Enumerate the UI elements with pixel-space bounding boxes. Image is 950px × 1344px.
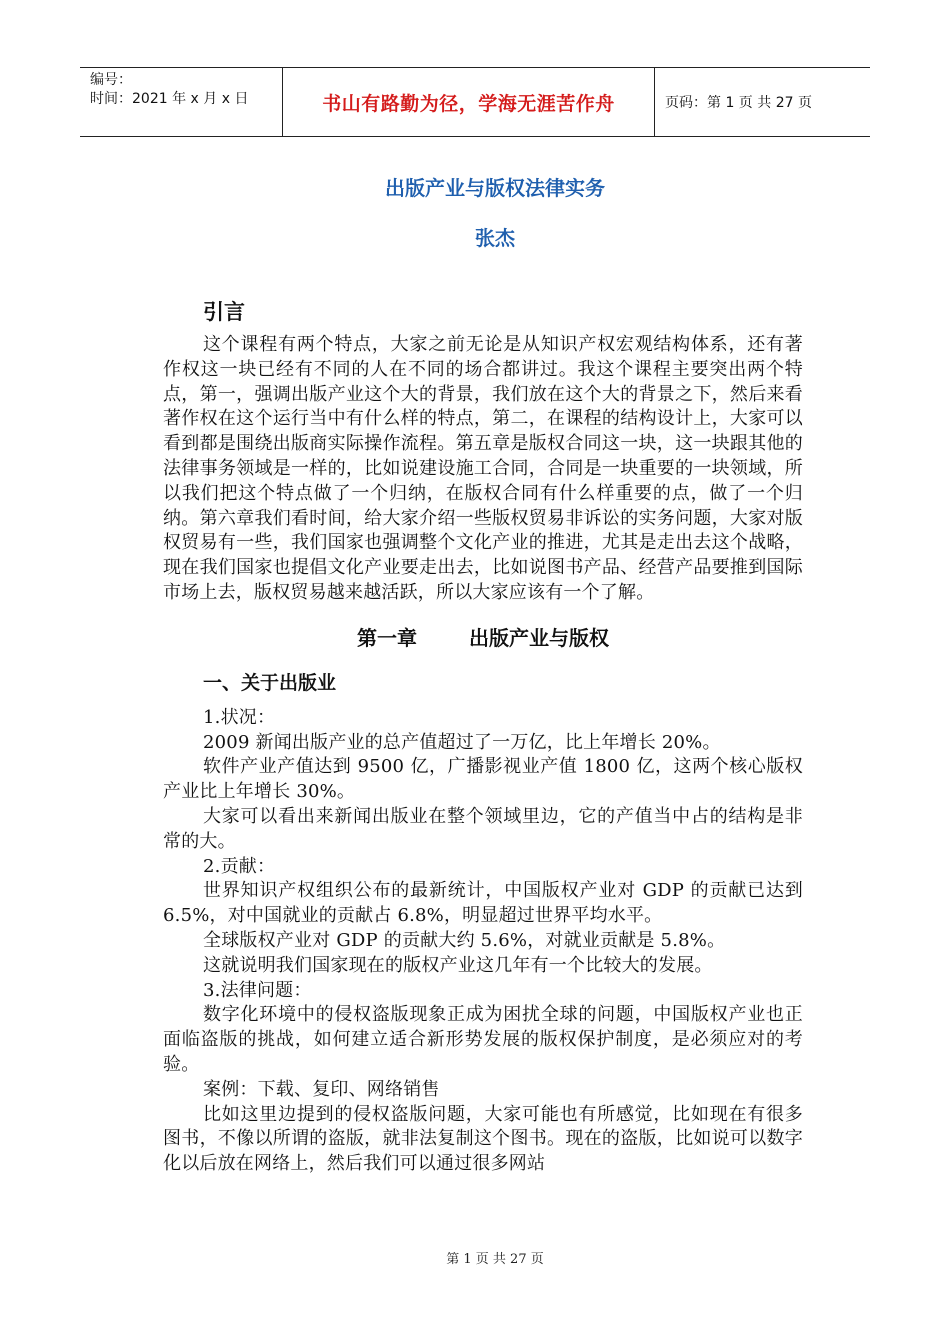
body-paragraph: 软件产业产值达到 9500 亿，广播影视业产值 1800 亿，这两个核心版权产业比上年增长 30%。	[163, 756, 803, 803]
chapter-number: 第一章	[357, 625, 417, 650]
document-body	[163, 295, 803, 1177]
body-paragraph: 这就说明我们国家现在的版权产业这几年有一个比较大的发展。	[203, 954, 713, 976]
document-author: 张杰	[475, 226, 515, 250]
document-title: 出版产业与版权法律实务	[385, 176, 605, 200]
intro-paragraph: 这个课程有两个特点，大家之前无论是从知识产权宏观结构体系，还有著作权这一块已经有不同的人在不同的场合都讲过。我这个课程主要突出两个特点，第一，强调出版产业这个大的背景，我们放在这个大的背景之下，然后来看著作权在这个运行当中有什么样的特点，第二，在课程的结构设计上，大家可以看到都是围绕出版商实际操作流程。第五章是版权合同这一块，这一块跟其他的法律事务领域是一样的，比如说建设施工合同，合同是一块重要的一块领域，所以我们把这个特点做了一个归纳，在版权合同有什么样重要的点，做了一个归纳。第六章我们看时间，给大家介绍一些版权贸易非诉讼的实务问题，大家对版权贸易有一些，我们国家也强调整个文化产业的推进，尤其是走出去这个战略，现在我们国家也提倡文化产业要走出去，比如说图书产品、经营产品要推到国际市场上去，版权贸易越来越活跃，所以大家应该有一个了解。	[163, 334, 803, 603]
page-header	[80, 67, 870, 137]
intro-heading: 引言	[203, 300, 245, 324]
section-heading: 一、关于出版业	[203, 671, 337, 694]
date-label: 时间：2021 年 x 月 x 日	[90, 91, 249, 107]
body-paragraph: 比如这里边提到的侵权盗版问题，大家可能也有所感觉，比如现在有很多图书，不像以所谓的盗版，就非法复制这个图书。现在的盗版，比如说可以数字化以后放在网络上，然后我们可以通过很多网站	[163, 1103, 803, 1175]
body-paragraph: 全球版权产业对 GDP 的贡献大约 5.6%，对就业贡献是 5.8%。	[203, 929, 726, 951]
body-paragraph: 案例：下载、复印、网络销售	[203, 1078, 440, 1100]
chapter-heading	[163, 620, 803, 656]
body-paragraph: 数字化环境中的侵权盗版现象正成为困扰全球的问题，中国版权产业也正面临盗版的挑战，如何建立适合新形势发展的版权保护制度，是必须应对的考验。	[163, 1004, 803, 1075]
body-paragraph: 2.贡献：	[203, 855, 276, 877]
number-label: 编号：	[90, 72, 132, 88]
header-page-info: 页码：第 1 页 共 27 页	[665, 95, 812, 111]
page-footer: 第 1 页 共 27 页	[446, 1252, 544, 1267]
chapter-title: 出版产业与版权	[469, 625, 609, 650]
body-paragraph: 3.法律问题：	[203, 979, 312, 1001]
header-motto: 书山有路勤为径，学海无涯苦作舟	[282, 68, 655, 136]
body-paragraph: 2009 新闻出版产业的总产值超过了一万亿，比上年增长 20%。	[203, 731, 721, 753]
body-paragraph: 1.状况：	[203, 706, 276, 728]
body-paragraph: 世界知识产权组织公布的最新统计，中国版权产业对 GDP 的贡献已达到 6.5%，对中国就业的贡献占 6.8%，明显超过世界平均水平。	[163, 880, 803, 927]
header-meta	[80, 68, 282, 136]
body-paragraph: 大家可以看出来新闻出版业在整个领域里边，它的产值当中占的结构是非常的大。	[163, 805, 803, 852]
